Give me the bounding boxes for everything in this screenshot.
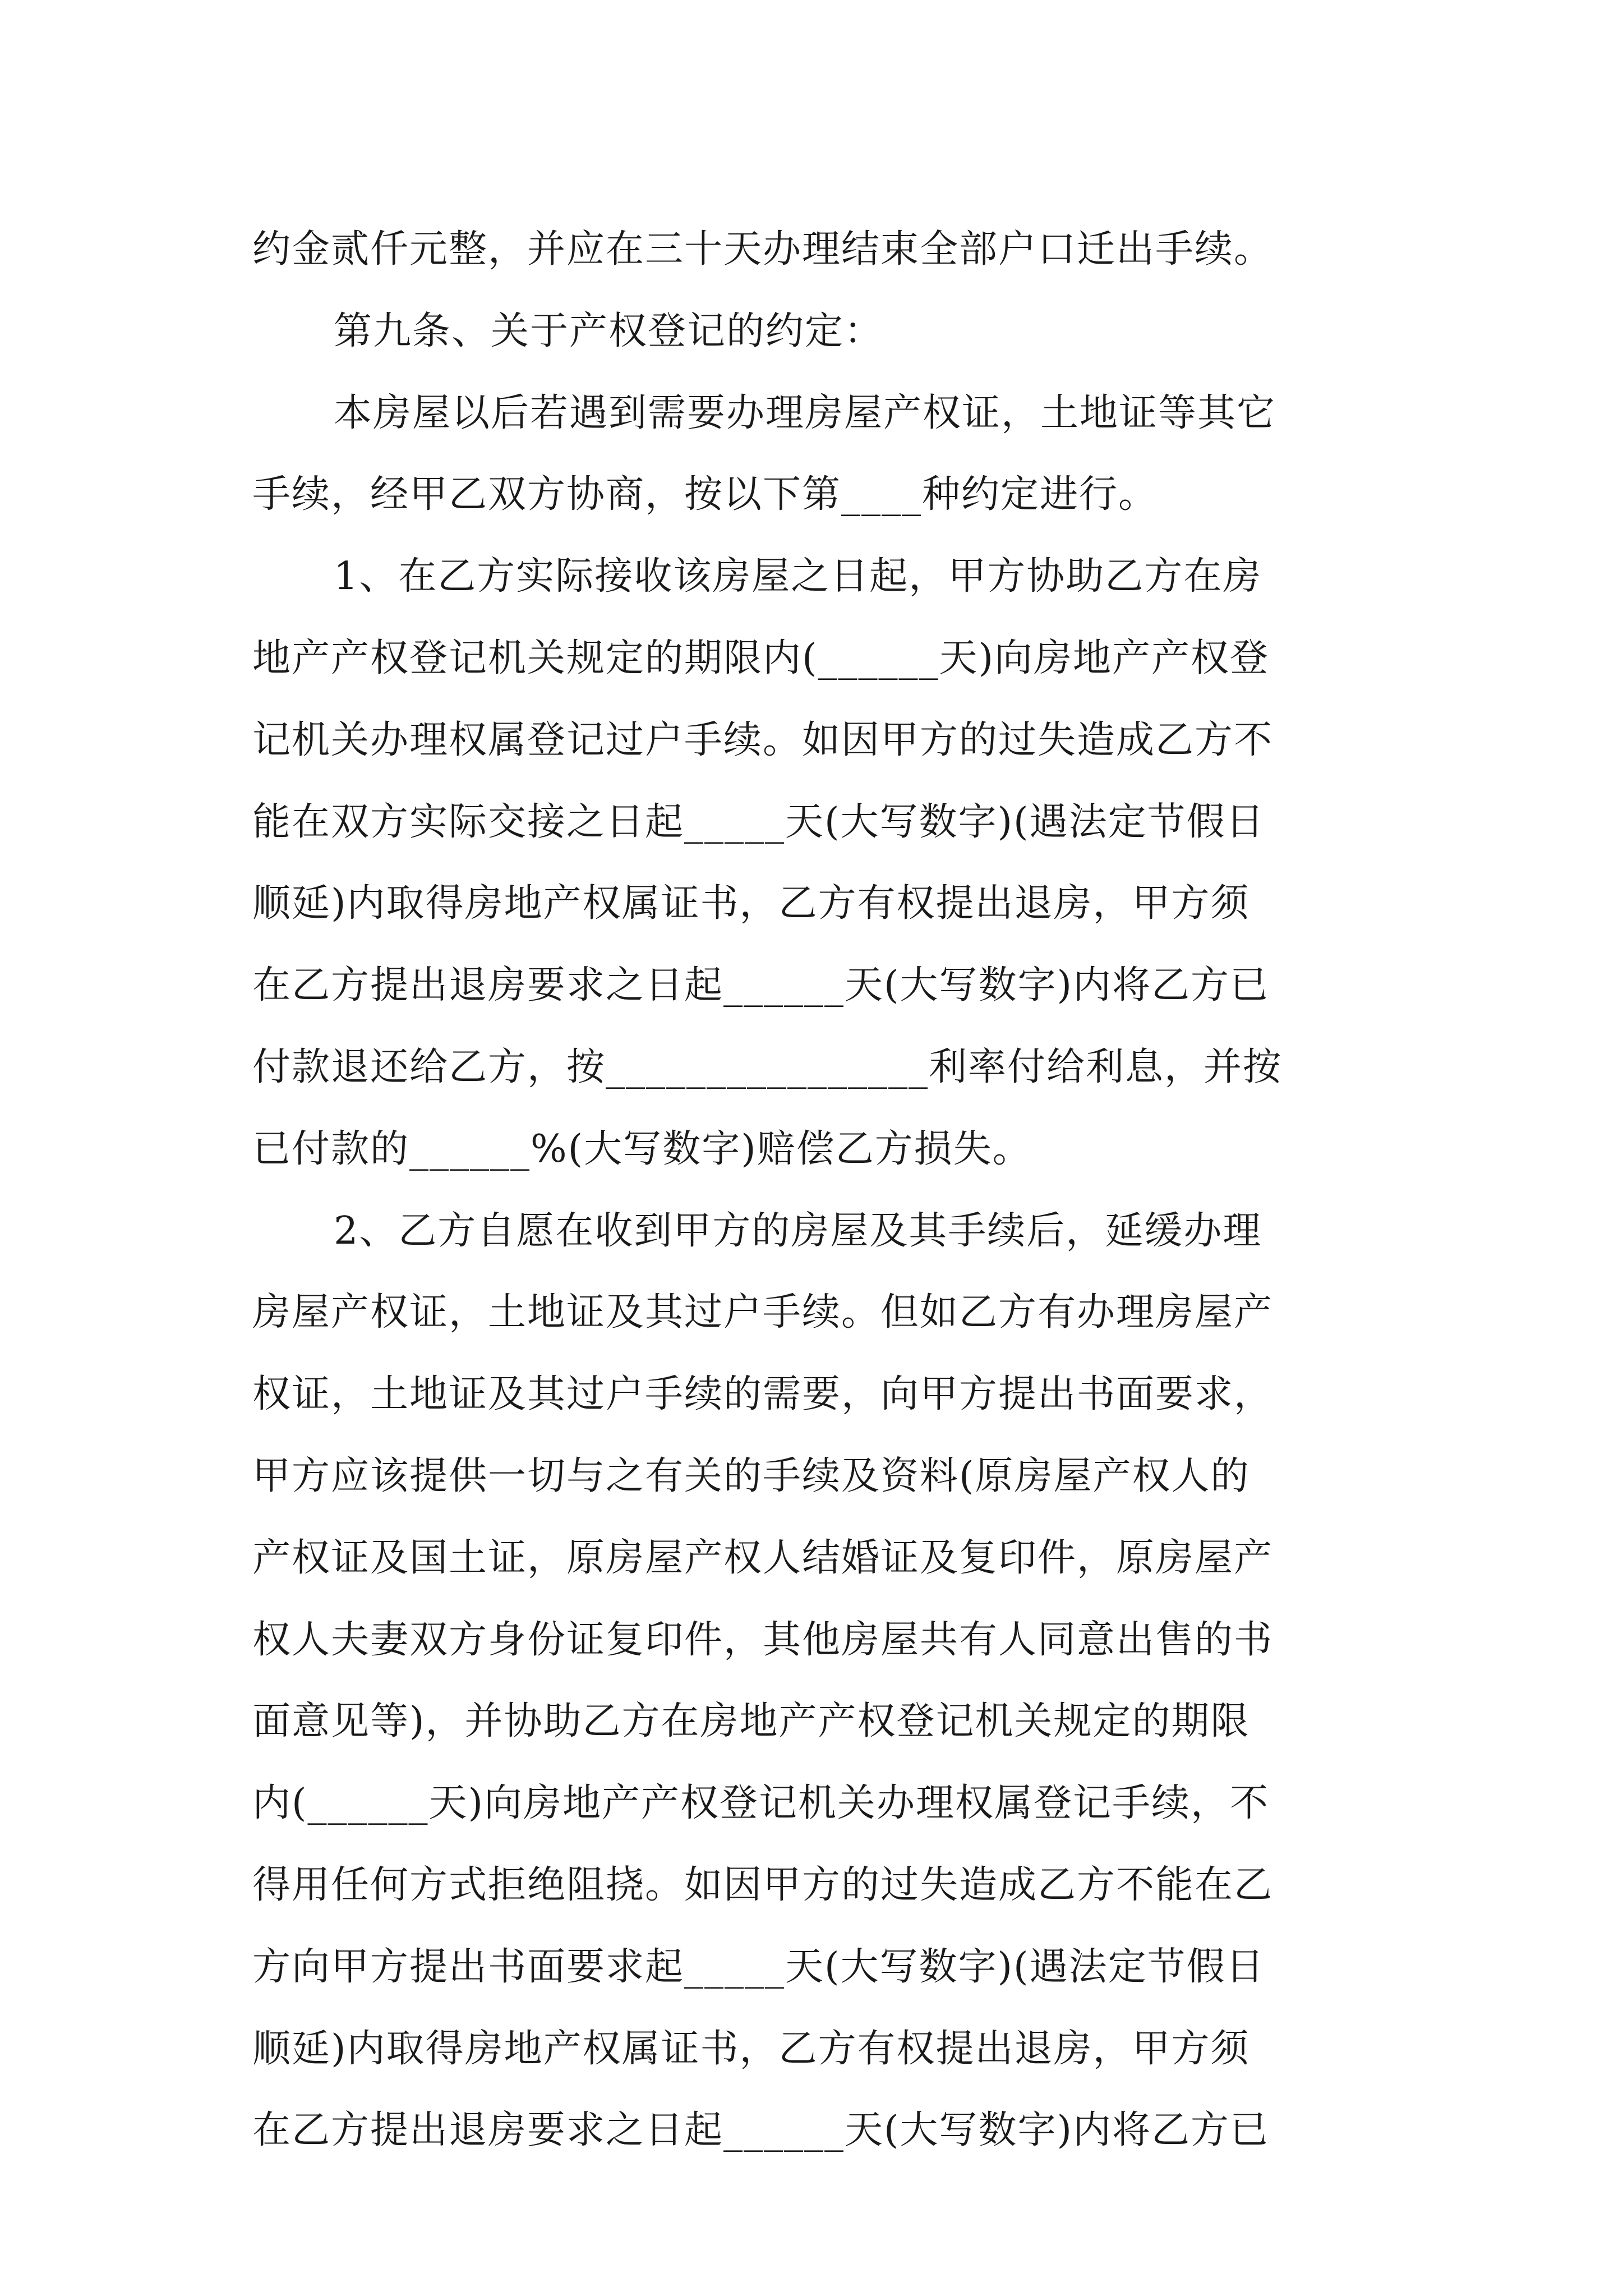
text-line: 顺延)内取得房地产权属证书，乙方有权提出退房，甲方须 <box>252 881 1250 926</box>
text-line: 第九条、关于产权登记的约定： <box>334 309 884 353</box>
text-line: 顺延)内取得房地产权属证书，乙方有权提出退房，甲方须 <box>252 2026 1250 2071</box>
text-line: 内(______天)向房地产产权登记机关办理权属登记手续，不 <box>252 1781 1270 1826</box>
text-line: 1、在乙方实际接收该房屋之日起，甲方协助乙方在房 <box>334 554 1262 599</box>
document-body <box>252 209 1380 2171</box>
text-line: 甲方应该提供一切与之有关的手续及资料(原房屋产权人的 <box>252 1453 1250 1498</box>
text-line: 权人夫妻双方身份证复印件，其他房屋共有人同意出售的书 <box>252 1617 1274 1662</box>
text-line: 面意见等)，并协助乙方在房地产产权登记机关规定的期限 <box>252 1699 1250 1744</box>
text-line: 产权证及国土证，原房屋产权人结婚证及复印件，原房屋产 <box>252 1535 1274 1580</box>
text-line: 房屋产权证，土地证及其过户手续。但如乙方有办理房屋产 <box>252 1290 1274 1335</box>
text-line: 方向甲方提出书面要求起_____天(大写数字)(遇法定节假日 <box>252 1944 1265 1989</box>
text-line: 得用任何方式拒绝阻挠。如因甲方的过失造成乙方不能在乙 <box>252 1862 1274 1907</box>
text-line: 在乙方提出退房要求之日起______天(大写数字)内将乙方已 <box>252 2108 1270 2153</box>
text-line: 约金贰仟元整，并应在三十天办理结束全部户口迁出手续。 <box>252 227 1274 272</box>
text-line: 地产产权登记机关规定的期限内(______天)向房地产产权登 <box>252 636 1270 680</box>
text-line: 已付款的______%(大写数字)赔偿乙方损失。 <box>252 1126 1032 1171</box>
text-line: 本房屋以后若遇到需要办理房屋产权证，土地证等其它 <box>334 390 1276 435</box>
text-line: 在乙方提出退房要求之日起______天(大写数字)内将乙方已 <box>252 963 1270 1008</box>
text-line: 记机关办理权属登记过户手续。如因甲方的过失造成乙方不 <box>252 717 1274 762</box>
text-line: 能在双方实际交接之日起_____天(大写数字)(遇法定节假日 <box>252 799 1265 844</box>
text-line: 2、乙方自愿在收到甲方的房屋及其手续后，延缓办理 <box>334 1208 1262 1253</box>
text-line: 权证，土地证及其过户手续的需要，向甲方提出书面要求， <box>252 1372 1274 1417</box>
text-line: 付款退还给乙方，按________________利率付给利息，并按 <box>252 1045 1283 1089</box>
text-line: 手续，经甲乙双方协商，按以下第____种约定进行。 <box>252 472 1158 517</box>
